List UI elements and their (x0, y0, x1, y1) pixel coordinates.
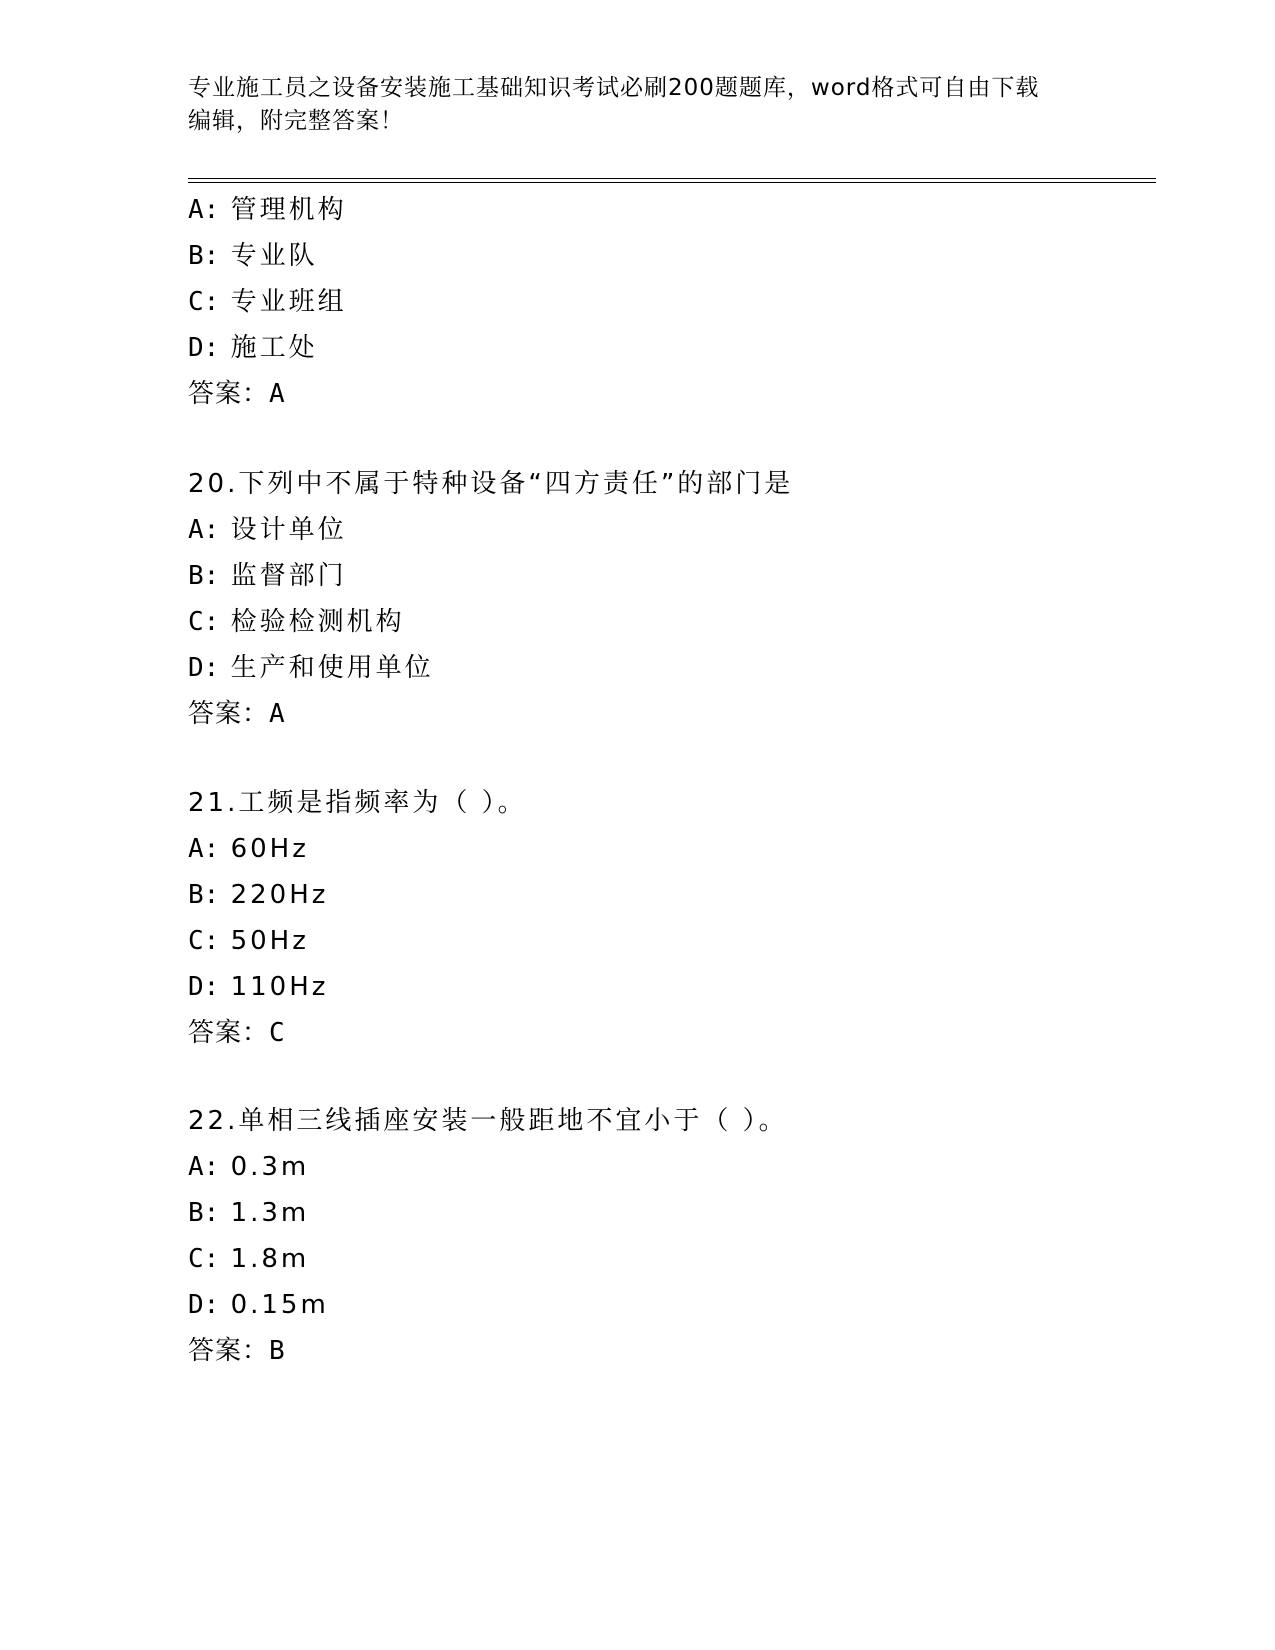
option-b: B: 专业队 (188, 241, 318, 271)
option-b: B: 1.3m (188, 1198, 310, 1228)
document-header (188, 72, 1088, 138)
header-line-1: 专业施工员之设备安装施工基础知识考试必刷200题题库，word格式可自由下载 (188, 75, 1040, 101)
question-22 (188, 1098, 1088, 1374)
option-b: B: 220Hz (188, 880, 329, 910)
option-c: C: 1.8m (188, 1244, 310, 1274)
option-c: C: 专业班组 (188, 287, 347, 317)
option-d: D: 生产和使用单位 (188, 653, 434, 683)
option-b: B: 监督部门 (188, 561, 347, 591)
option-d: D: 110Hz (188, 972, 329, 1002)
answer-line: 答案：A (188, 379, 286, 409)
question-20 (188, 461, 1088, 737)
question-text: 20.下列中不属于特种设备“四方责任”的部门是 (188, 469, 794, 499)
option-c: C: 50Hz (188, 926, 309, 956)
option-a: A: 设计单位 (188, 515, 347, 545)
option-d: D: 0.15m (188, 1290, 329, 1320)
question-text: 21.工频是指频率为（ ）。 (188, 788, 527, 818)
question-text: 22.单相三线插座安装一般距地不宜小于（ ）。 (188, 1106, 788, 1136)
option-a: A: 0.3m (188, 1152, 310, 1182)
question-21 (188, 780, 1088, 1056)
option-c: C: 检验检测机构 (188, 607, 405, 637)
option-a: A: 60Hz (188, 834, 309, 864)
answer-line: 答案：C (188, 1018, 286, 1048)
answer-line: 答案：A (188, 699, 286, 729)
header-line-2: 编辑，附完整答案！ (188, 108, 404, 134)
header-divider-bottom (188, 182, 1156, 183)
header-divider-top (188, 178, 1156, 179)
option-a: A: 管理机构 (188, 195, 347, 225)
answer-line: 答案：B (188, 1336, 286, 1366)
option-d: D: 施工处 (188, 333, 318, 363)
question-19 (188, 187, 1088, 417)
